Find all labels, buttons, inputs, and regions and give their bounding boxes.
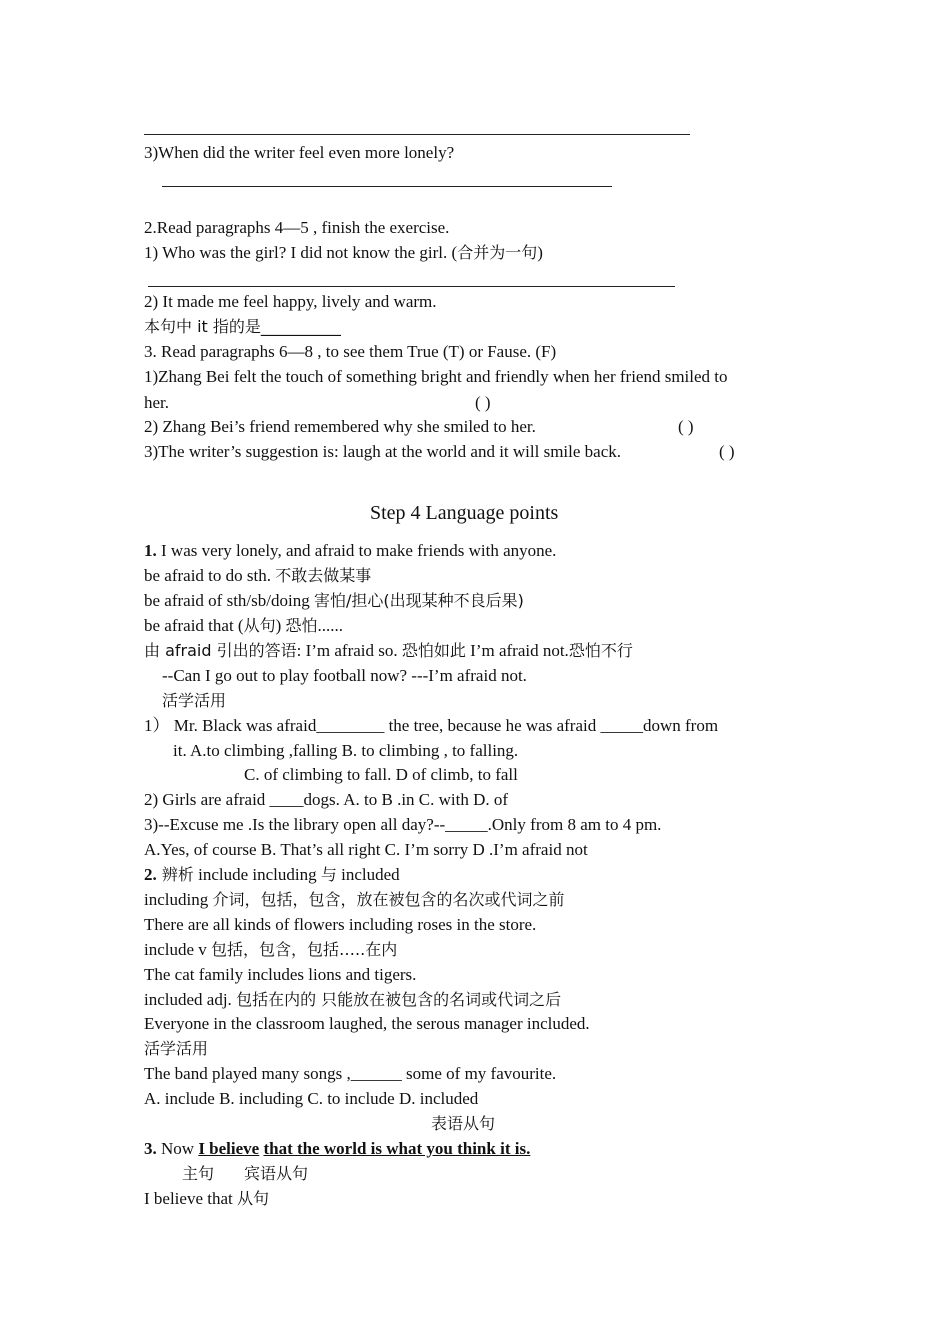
- exercise-3-q3: 3)The writer’s suggestion is: laugh at the world and it will smile back.: [144, 442, 622, 461]
- exercise-3-title: 3. Read paragraphs 6—8 , to see them True (T) or Fause. (F): [144, 342, 557, 361]
- object-clause: that the world is what you think it is.: [263, 1139, 531, 1158]
- answer-line: [144, 134, 690, 135]
- point-2-example: The cat family includes lions and tigers.: [144, 965, 417, 984]
- practice-q3-options: A.Yes, of course B. That’s all right C. I’m sorry D .I’m afraid not: [144, 840, 588, 859]
- point-2-example: There are all kinds of flowers including roses in the store.: [144, 915, 537, 934]
- tf-blank: ( ): [678, 417, 694, 436]
- main-clause-annotation: 主句: [182, 1164, 215, 1183]
- practice-q1: 1） Mr. Black was afraid________ the tree, because he was afraid _____down from: [144, 716, 719, 735]
- object-clause-annotation: 宾语从句: [244, 1164, 309, 1183]
- tf-blank: ( ): [719, 442, 735, 461]
- point-1-sentence: 1. I was very lonely, and afraid to make friends with anyone.: [144, 541, 557, 560]
- practice-q3: 3)--Excuse me .Is the library open all day?--_____.Only from 8 am to 4 pm.: [144, 815, 662, 834]
- point-1-example: --Can I go out to play football now? ---I’m afraid not.: [162, 666, 527, 685]
- exercise-3-q2: 2) Zhang Bei’s friend remembered why she smiled to her.: [144, 417, 536, 436]
- main-clause: I believe: [198, 1139, 260, 1158]
- exercise-2-title: 2.Read paragraphs 4—5 , finish the exercise.: [144, 218, 450, 237]
- exercise-2-q2: 2) It made me feel happy, lively and warm.: [144, 292, 437, 311]
- point-2-definition: including 介词，包括，包含，放在被包含的名次或代词之前: [144, 890, 565, 909]
- clause-label: 表语从句: [431, 1114, 496, 1133]
- point-2-definition: included adj. 包括在内的 只能放在被包含的名词或代词之后: [144, 990, 562, 1009]
- practice-q1: The band played many songs ,______ some of my favourite.: [144, 1064, 557, 1083]
- point-3-pattern: I believe that 从句: [144, 1189, 270, 1208]
- point-1-usage: be afraid that (从句) 恐怕......: [144, 616, 344, 635]
- exercise-2-q1: 1) Who was the girl? I did not know the girl. (合并为一句): [144, 243, 543, 262]
- point-1-answers: 由 afraid 引出的答语: I’m afraid so. 恐怕如此 I’m afraid not.恐怕不行: [144, 641, 633, 660]
- point-1-usage: be afraid of sth/sb/doing 害怕/担心(出现某种不良后果): [144, 591, 524, 610]
- point-2-title: 2. 辨析 include including 与 included: [144, 865, 400, 884]
- question-3-text: 3)When did the writer feel even more lonely?: [144, 143, 455, 162]
- point-2-example: Everyone in the classroom laughed, the serous manager included.: [144, 1014, 590, 1033]
- practice-label: 活学活用: [144, 1039, 209, 1058]
- point-3-sentence: 3. Now I believe that the world is what you think it is.: [144, 1139, 531, 1158]
- exercise-3-q1-line1: 1)Zhang Bei felt the touch of something bright and friendly when her friend smiled to: [144, 367, 728, 386]
- practice-q1-options: A. include B. including C. to include D. included: [144, 1089, 479, 1108]
- exercise-3-q1-line2: her.: [144, 393, 170, 412]
- answer-line: [162, 186, 612, 187]
- practice-q1-options: it. A.to climbing ,falling B. to climbing , to falling.: [173, 741, 519, 760]
- practice-label: 活学活用: [162, 691, 227, 710]
- practice-q2: 2) Girls are afraid ____dogs. A. to B .in C. with D. of: [144, 790, 509, 809]
- practice-q1-options: C. of climbing to fall. D of climb, to fall: [244, 765, 518, 784]
- tf-blank: ( ): [475, 393, 491, 412]
- answer-line: [148, 286, 675, 287]
- point-2-definition: include v 包括，包含，包括…..在内: [144, 940, 398, 959]
- section-heading: Step 4 Language points: [370, 502, 559, 524]
- exercise-2-q2-note: 本句中 it 指的是__________: [144, 317, 341, 336]
- point-1-usage: be afraid to do sth. 不敢去做某事: [144, 566, 372, 585]
